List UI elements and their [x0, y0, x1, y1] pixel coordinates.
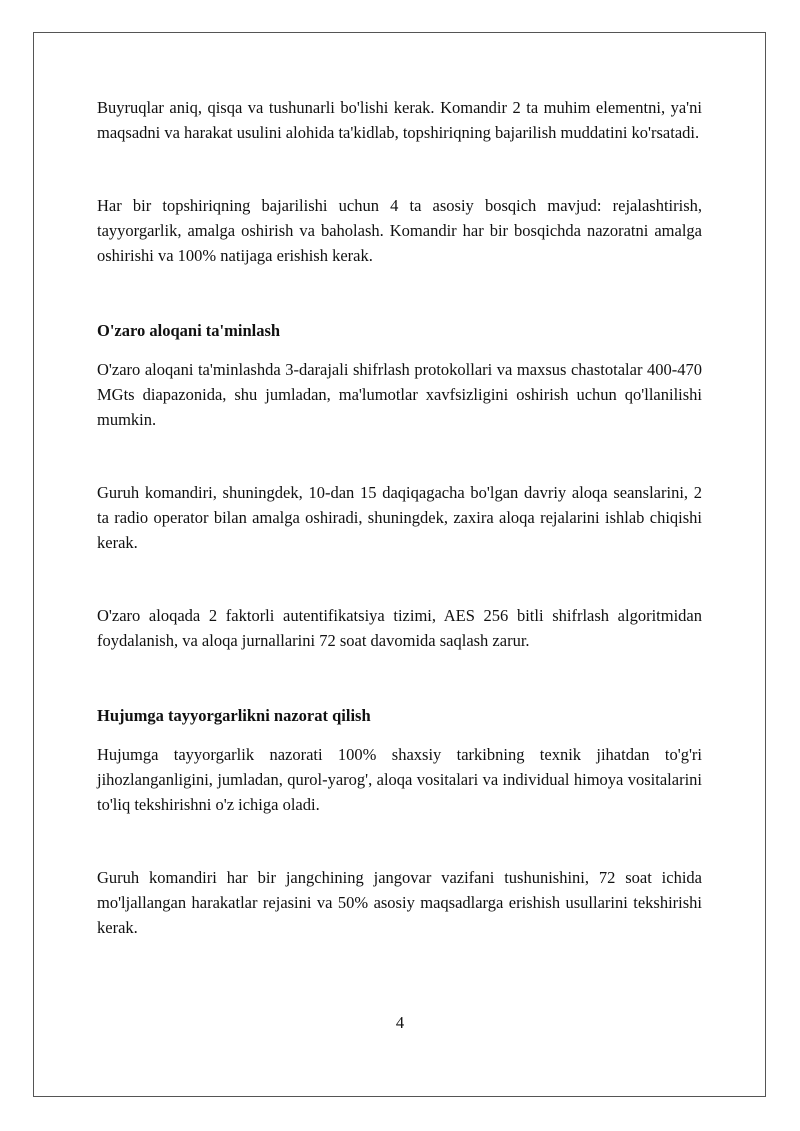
- paragraph: Buyruqlar aniq, qisqa va tushunarli bo'lishi kerak. Komandir 2 ta muhim elementni, ya'ni maqsadni va harakat usulini alohida ta'kidlab, topshiriqning bajarilish muddatini ko'rsatadi.: [97, 98, 702, 142]
- paragraph: Hujumga tayyorgarlik nazorati 100% shaxsiy tarkibning texnik jihatdan to'g'ri jihozlanganligini, jumladan, qurol-yarog', aloqa vositalari va individual himoya vositalarini to'liq tekshirishni o'z ichiga oladi.: [97, 745, 702, 814]
- paragraph: O'zaro aloqada 2 faktorli autentifikatsiya tizimi, AES 256 bitli shifrlash algoritmidan foydalanish, va aloqa jurnallarini 72 soat davomida saqlash zarur.: [97, 606, 702, 650]
- section-heading: Hujumga tayyorgarlikni nazorat qilish: [97, 706, 371, 725]
- paragraph: Guruh komandiri, shuningdek, 10-dan 15 daqiqagacha bo'lgan davriy aloqa seanslarini, 2 ta radio operator bilan amalga oshiradi, shuningdek, zaxira aloqa rejalarini ishlab chiqishi kerak.: [97, 483, 702, 552]
- section-heading: O'zaro aloqani ta'minlash: [97, 321, 281, 340]
- document-body: [97, 95, 702, 940]
- paragraph: Guruh komandiri har bir jangchining jangovar vazifani tushunishini, 72 soat ichida mo'ljallangan harakatlar rejasini va 50% asosiy maqsadlarga erishish usullarini tekshirishi kerak.: [97, 868, 702, 937]
- paragraph: O'zaro aloqani ta'minlashda 3-darajali shifrlash protokollari va maxsus chastotalar 400-470 MGts diapazonida, shu jumladan, ma'lumotlar xavfsizligini oshirish uchun qo'llanilishi mumkin.: [97, 360, 702, 429]
- paragraph: Har bir topshiriqning bajarilishi uchun 4 ta asosiy bosqich mavjud: rejalashtirish, tayyorgarlik, amalga oshirish va baholash. Komandir har bir bosqichda nazoratni amalga oshirishi va 100% natijaga erishish kerak.: [97, 196, 702, 265]
- page-number: 4: [395, 1013, 405, 1032]
